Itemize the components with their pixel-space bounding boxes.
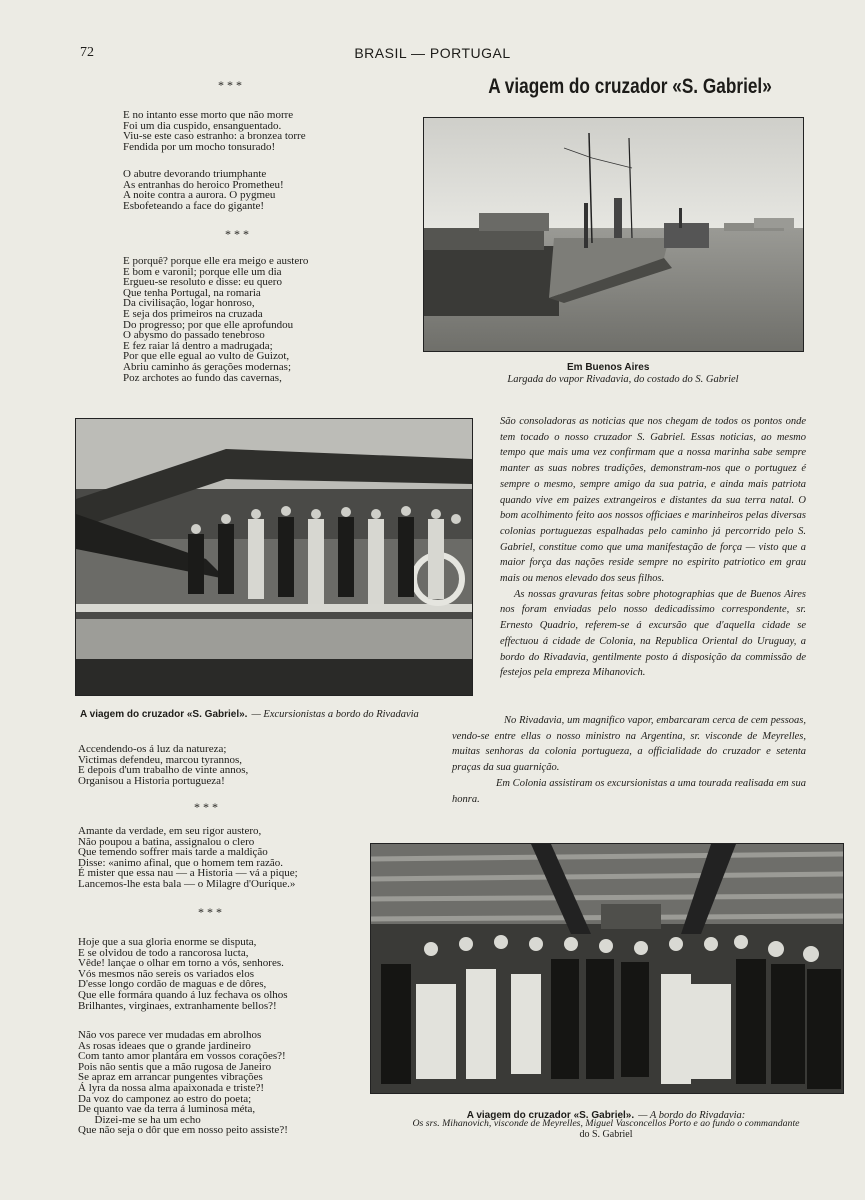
poem-line: Esbofeteando a face do gigante! <box>123 199 265 212</box>
photo-deck-excursionists <box>75 418 473 696</box>
poem-line: Poz archotes ao fundo das cavernas, <box>123 371 282 384</box>
poem-line: Lancemos-lhe esta bala — o Milagre d'Ourique.» <box>78 877 296 890</box>
poem-line: O abutre devorando triumphante <box>123 168 267 180</box>
photo-group-aboard <box>370 843 844 1094</box>
poem-line: E fez raiar lá dentro a madrugada; <box>123 339 273 352</box>
poem-line: Accendendo-os á luz da natureza; <box>78 743 227 755</box>
running-head: BRASIL — PORTUGAL <box>354 45 511 61</box>
poem-line: E depois d'um trabalho de vinte annos, <box>78 764 249 777</box>
poem-line: Fendida por um mocho tonsurado! <box>123 140 276 153</box>
poem-line: E no intanto esse morto que não morre <box>123 109 294 121</box>
ornament-stars: * * * <box>198 905 222 919</box>
caption-names: Os srs. Mihanovich, visconde de Meyrelles, Miguel Vasconcellos Porto e ao fundo o commandante <box>412 1118 800 1129</box>
poem-line: Abriu caminho ás gerações modernas; <box>123 360 291 373</box>
poem-line: Vós mesmos não sereis os variados elos <box>78 967 254 980</box>
poem-line: D'esse longo cordão de maguas e de dôres, <box>78 978 267 991</box>
poem-stanza <box>78 826 298 890</box>
poem-line: Victimas defendeu, marcou tyrannos, <box>78 753 242 766</box>
article-body-continued <box>452 713 806 807</box>
article-paragraph: No Rivadavia, um magnifico vapor, embarcaram cerca de cem pessoas, vendo-se entre ellas o nosso ministro na Argentina, sr. visconde de Meyrelles, muitas senhoras da colonia portugueza, a officialidade do cruzador e setenta praças da sua guarnição. <box>452 715 806 774</box>
caption-subtitle: — A bordo do Rivadavia: <box>638 1110 746 1121</box>
poem-line: Á lyra da nossa alma apaixonada e triste?! <box>78 1081 265 1094</box>
poem-line: Não poupou a batina, assignalou o clero <box>78 835 255 848</box>
caption-subtitle: Largada do vapor Rivadavia, do costado do S. Gabriel <box>507 374 739 385</box>
poem-line: Ergueu-se resoluto e disse: eu quero <box>123 276 282 289</box>
poem-line: Brilhantes, virginaes, extranhamente bellos?! <box>78 999 277 1012</box>
poem-stanza <box>78 937 288 1011</box>
ornament-stars: * * * <box>218 78 242 92</box>
poem-stanza <box>123 256 308 383</box>
poem-line: De quanto vae da terra á luminosa méta, <box>78 1103 256 1116</box>
photo-ship-departure <box>423 117 804 352</box>
deck-illustration <box>76 419 472 695</box>
poem-line: Pois não sentis que a mão rugosa de Janeiro <box>78 1060 272 1073</box>
poem-line: Que não seja o dôr que em nosso peito assiste?! <box>78 1124 288 1137</box>
poem-line: Dizei-me se ha um echo <box>78 1113 201 1126</box>
poem-line: Que tenha Portugal, na romaria <box>123 286 261 299</box>
ship-illustration <box>424 118 803 351</box>
poem-line: Que elle formára quando á luz fechava os olhos <box>78 988 288 1001</box>
group-illustration <box>371 844 843 1093</box>
poem-line: As entranhas do heroico Prometheu! <box>123 178 284 191</box>
poem-line: Foi um dia cuspido, ensanguentado. <box>123 119 282 132</box>
caption-deck <box>80 704 472 722</box>
poem-line: Com tanto amor plantára em vossos corações?! <box>78 1050 286 1063</box>
poem-line: Da civilisação, logar honroso, <box>123 297 255 310</box>
poem-line: Da voz do camponez ao estro do poeta; <box>78 1092 252 1105</box>
poem-line: As rosas ideaes que o grande jardineiro <box>78 1039 251 1052</box>
poem-line: Viu-se este caso estranho: a bronzea torre <box>123 130 306 143</box>
poem-line: O abysmo do passado tenebroso <box>123 329 265 342</box>
article-title: A viagem do cruzador «S. Gabriel» <box>488 75 772 98</box>
poem-line: Amante da verdade, em seu rigor austero, <box>78 825 262 837</box>
poem-line: Hoje que a sua gloria enorme se disputa, <box>78 936 257 948</box>
poem-stanza <box>78 1030 288 1136</box>
poem-stanza <box>123 110 306 152</box>
poem-line: Não vos parece ver mudadas em abrolhos <box>78 1029 262 1041</box>
poem-line: E se olvidou de todo a rancorosa lucta, <box>78 946 249 959</box>
caption-title: A viagem do cruzador «S. Gabriel». <box>466 1110 635 1121</box>
poem-line: E seja dos primeiros na cruzada <box>123 307 263 320</box>
poem-line: Disse: «animo afinal, que o homem tem razão. <box>78 856 283 869</box>
caption-title: A viagem do cruzador «S. Gabriel». <box>80 709 248 720</box>
article-paragraph: Em Colonia assistiram os excursionistas a uma tourada realisada em sua honra. <box>452 777 806 805</box>
ornament-stars: * * * <box>194 800 218 814</box>
poem-line: Do progresso; por que elle aprofundou <box>123 318 294 331</box>
caption-title: Em Buenos Aires <box>567 362 650 373</box>
poem-line: Se apraz em arrancar pungentes vibrações <box>78 1071 263 1084</box>
poem-line: Vêde! lançae o olhar em torno a vós, senhores. <box>78 957 284 970</box>
poem-line: É mister que essa nau — a Historia — vá a pique; <box>78 867 298 880</box>
poem-line: Por que elle egual ao vulto de Guizot, <box>123 350 290 363</box>
poem-line: Organisou a Historia portugueza! <box>78 774 225 787</box>
poem-line: A noite contra a aurora. O pygmeu <box>123 189 276 202</box>
ornament-stars: * * * <box>225 227 249 241</box>
poem-stanza <box>78 744 248 786</box>
page-number: 72 <box>80 45 94 60</box>
poem-line: E porquê? porque elle era meigo e austero <box>123 255 309 267</box>
caption-subtitle: — Excursionistas a bordo do Rivadavia <box>251 709 419 720</box>
article-body <box>500 414 806 681</box>
poem-line: Que temendo soffrer mais tarde a maldição <box>78 846 268 859</box>
caption-names-end: do S. Gabriel <box>579 1129 633 1140</box>
article-paragraph: As nossas gravuras feitas sobre photographias que de Buenos Aires nos foram enviadas pelo nosso dedicadissimo correspondente, sr. Ernesto Quadrio, referem-se á excursão que d'aquella cidade se effectuou á cidade de Colonia, na Republica Oriental do Uruguay, a bordo do Rivadavia, gentilmente posto á disposição da commissão de festejos pela empreza Mihanovich. <box>500 588 806 679</box>
poem-stanza <box>123 169 284 211</box>
poem-line: E bom e varonil; porque elle um dia <box>123 265 282 278</box>
article-paragraph: São consoladoras as noticias que nos chegam de todos os pontos onde tem tocado o nosso cruzador S. Gabriel. Essas noticias, ao mesmo tempo que mais uma vez confirmam que a nossa marinha sabe sempre manter as suas nobres tradições, demonstram-nos que o portuguez é sempre o mesmo, sempre amigo da sua patria, e ainda mais patriota quando vive em paizes extrangeiros e distantes da sua terra natal. O bom acolhimento feito aos nossos officiaes e marinheiros pelas diversas colonias portuguezas espalhadas pelo caminho já percorrido pelo S. Gabriel, constitue como que uma manifestação de força — visto que a maior força das nações reside sempre no espirito patriotico em grau mais ou menos elevado dos seus filhos. <box>500 416 806 585</box>
